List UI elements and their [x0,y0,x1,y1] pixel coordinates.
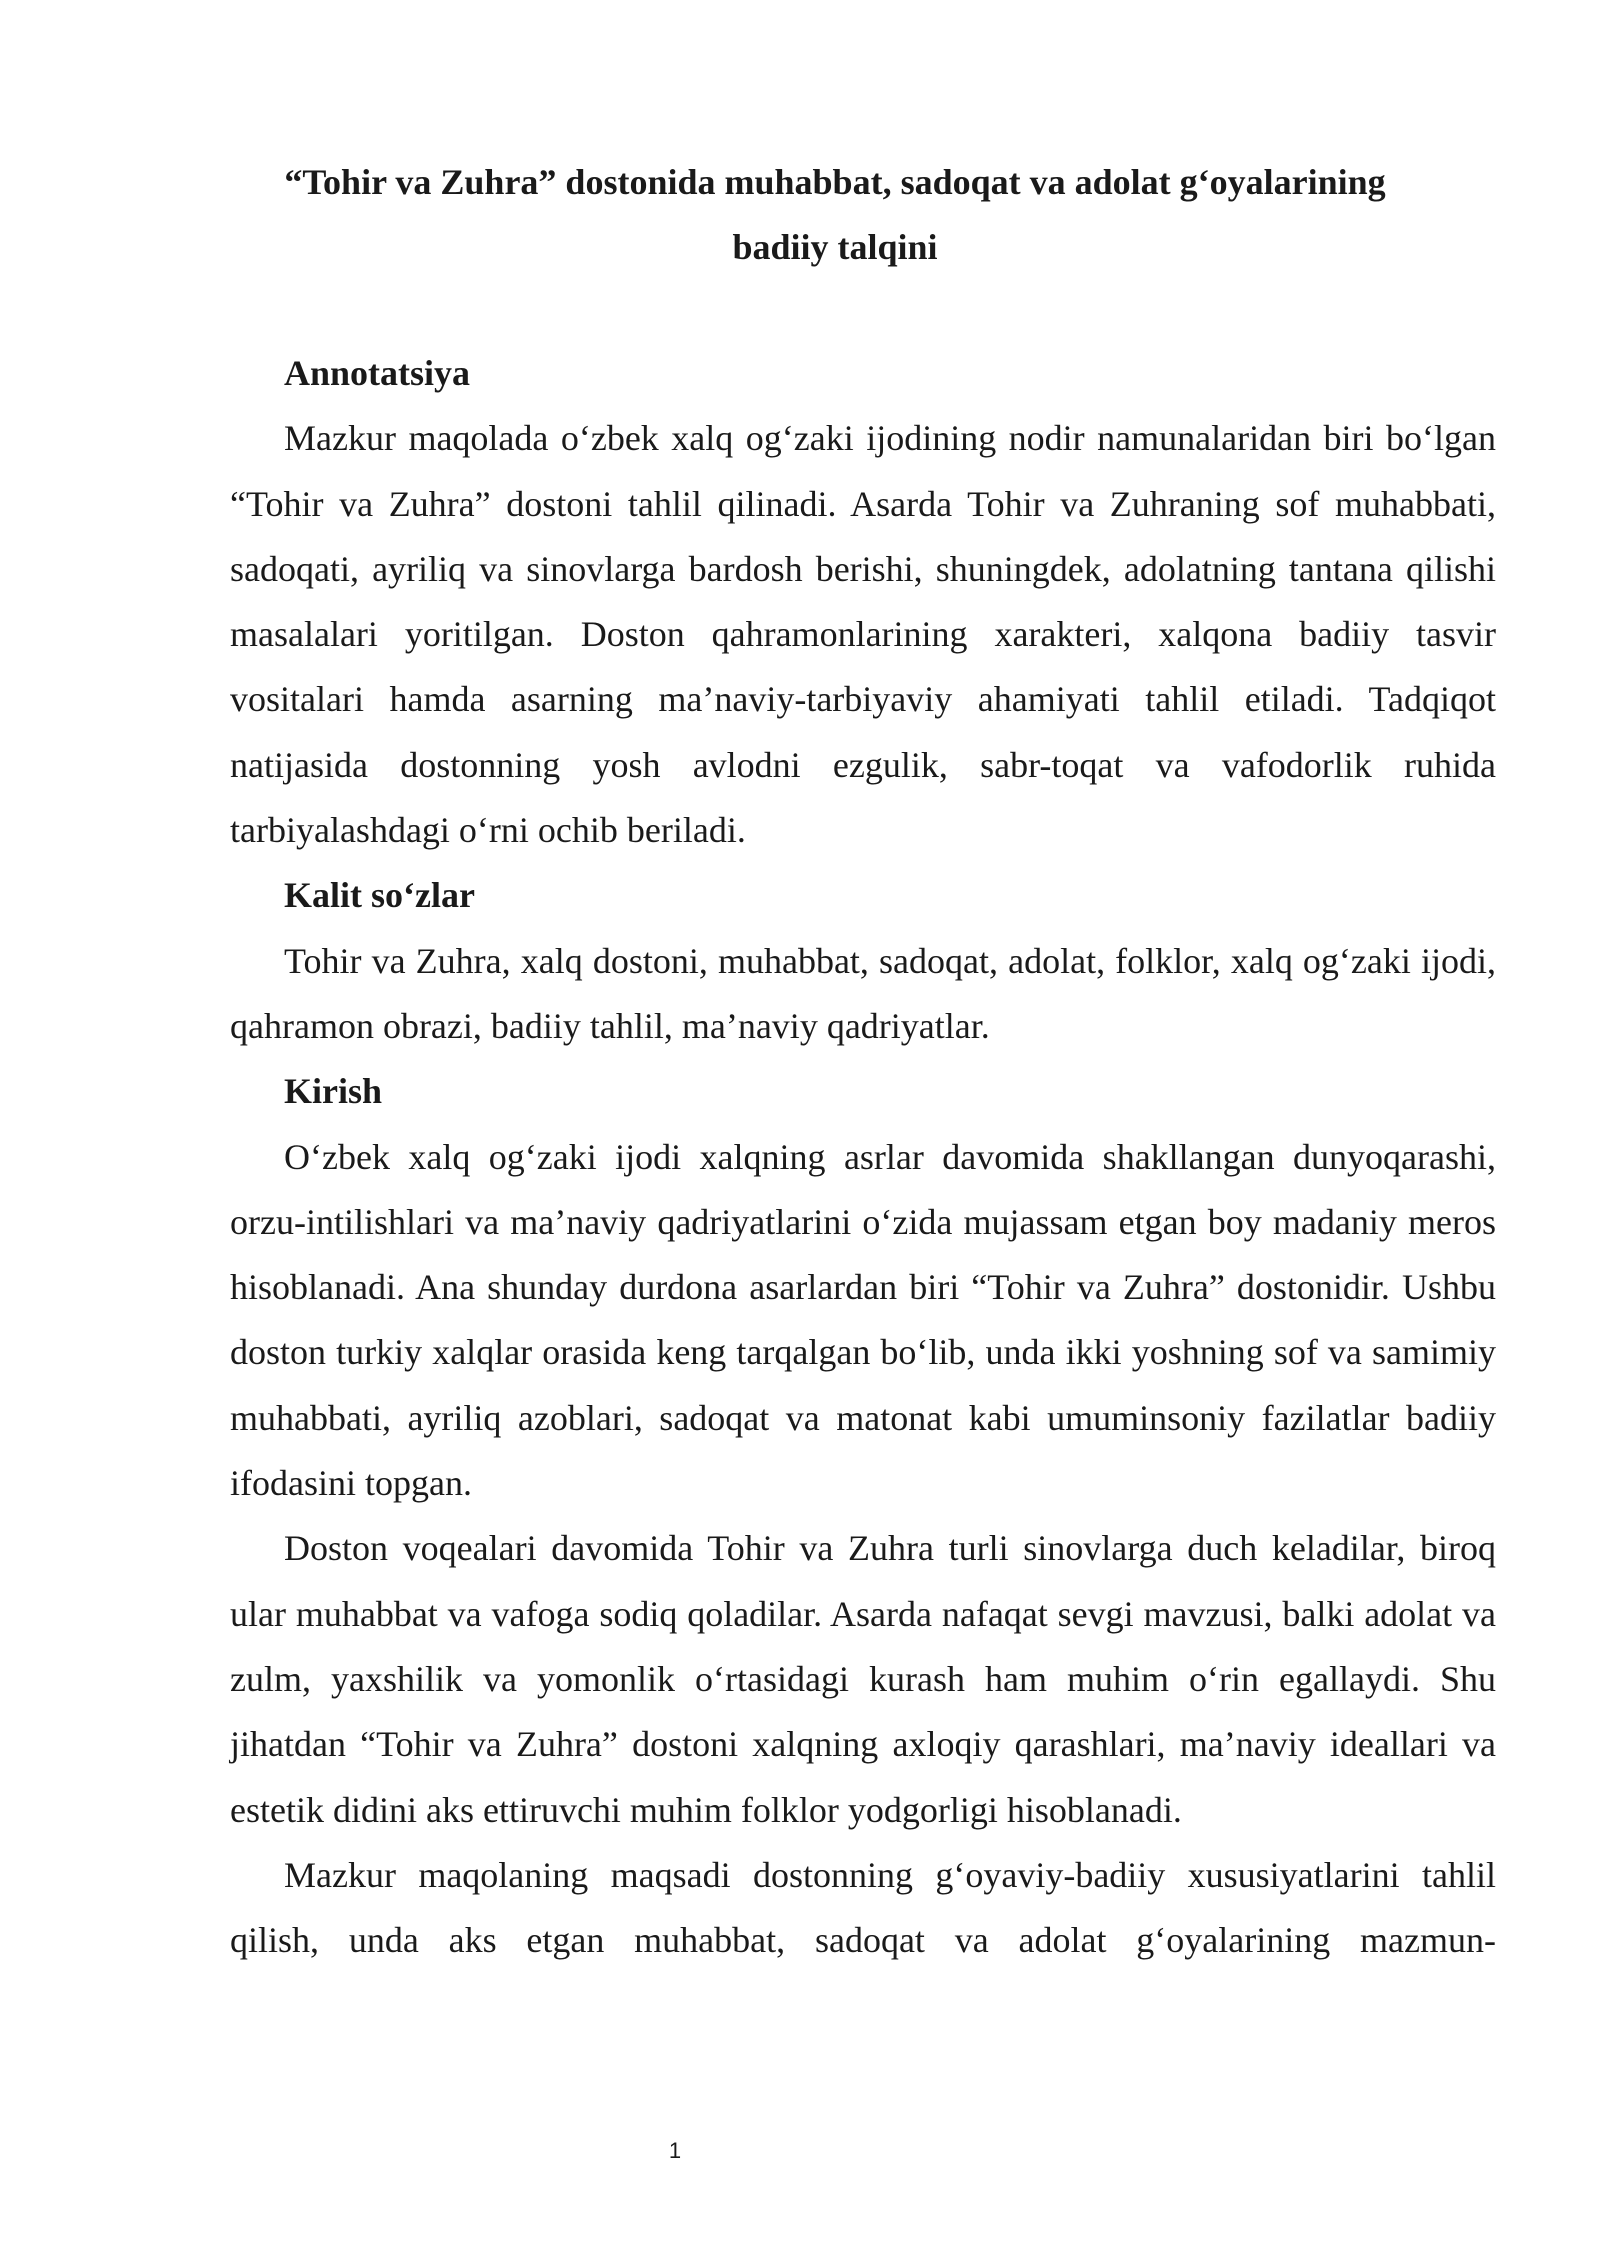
page-number: 1 [668,2138,682,2163]
annotation-heading: Annotatsiya [284,353,471,393]
document-title [230,150,1440,280]
intro-paragraph-1: O‘zbek xalq og‘zaki ijodi xalqning asrlar davomida shakllangan dunyoqarashi, orzu-intilishlari va ma’naviy qadriyatlarini o‘zida mujassam etgan boy madaniy meros hisoblanadi. Ana shunday durdona asarlardan biri “Tohir va Zuhra” dostonidir. Ushbu doston turkiy xalqlar orasida keng tarqalgan bo‘lib, unda ikki yoshning sof va samimiy muhabbati, ayriliq azoblari, sadoqat va matonat kabi umuminsoniy fazilatlar badiiy ifodasini topgan. [230,1136,1496,1504]
intro-heading: Kirish [284,1071,383,1112]
intro-paragraph-3: Mazkur maqolaning maqsadi dostonning g‘oyaviy-badiiy xususiyatlarini tahlil qilish, unda aks etgan muhabbat, sadoqat va adolat g‘oyalarining mazmun- [230,1854,1496,1961]
title-line-1: “Tohir va Zuhra” dostonida muhabbat, sadoqat va adolat g‘oyalarining [284,162,1386,202]
title-line-2: badiiy talqini [732,227,938,267]
keywords-paragraph: Tohir va Zuhra, xalq dostoni, muhabbat, sadoqat, adolat, folklor, xalq og‘zaki ijodi, qahramon obrazi, badiiy tahlil, ma’naviy qadriyatlar. [230,940,1496,1046]
keywords-heading: Kalit so‘zlar [284,875,475,916]
annotation-paragraph: Mazkur maqolada o‘zbek xalq og‘zaki ijodining nodir namunalaridan biri bo‘lgan “Tohir va Zuhra” dostoni tahlil qilinadi. Asarda Tohir va Zuhraning sof muhabbati, sadoqati, ayriliq va sinovlarga bardosh berishi, shuningdek, adolatning tantana qilishi masalalari yoritilgan. Doston qahramonlarining xarakteri, xalqona badiiy tasvir vositalari hamda asarning ma’naviy-tarbiyaviy ahamiyati tahlil etiladi. Tadqiqot natijasida dostonning yosh avlodni ezgulik, sabr-toqat va vafodorlik ruhida tarbiyalashdagi o‘rni ochib beriladi. [230,418,1496,851]
intro-paragraph-2: Doston voqealari davomida Tohir va Zuhra turli sinovlarga duch keladilar, biroq ular muhabbat va vafoga sodiq qoladilar. Asarda nafaqat sevgi mavzusi, balki adolat va zulm, yaxshilik va yomonlik o‘rtasidagi kurash ham muhim o‘rin egallaydi. Shu jihatdan “Tohir va Zuhra” dostoni xalqning axloqiy qarashlari, ma’naviy ideallari va estetik didini aks ettiruvchi muhim folklor yodgorligi hisoblanadi. [230,1528,1496,1830]
document-body [230,341,1496,1973]
